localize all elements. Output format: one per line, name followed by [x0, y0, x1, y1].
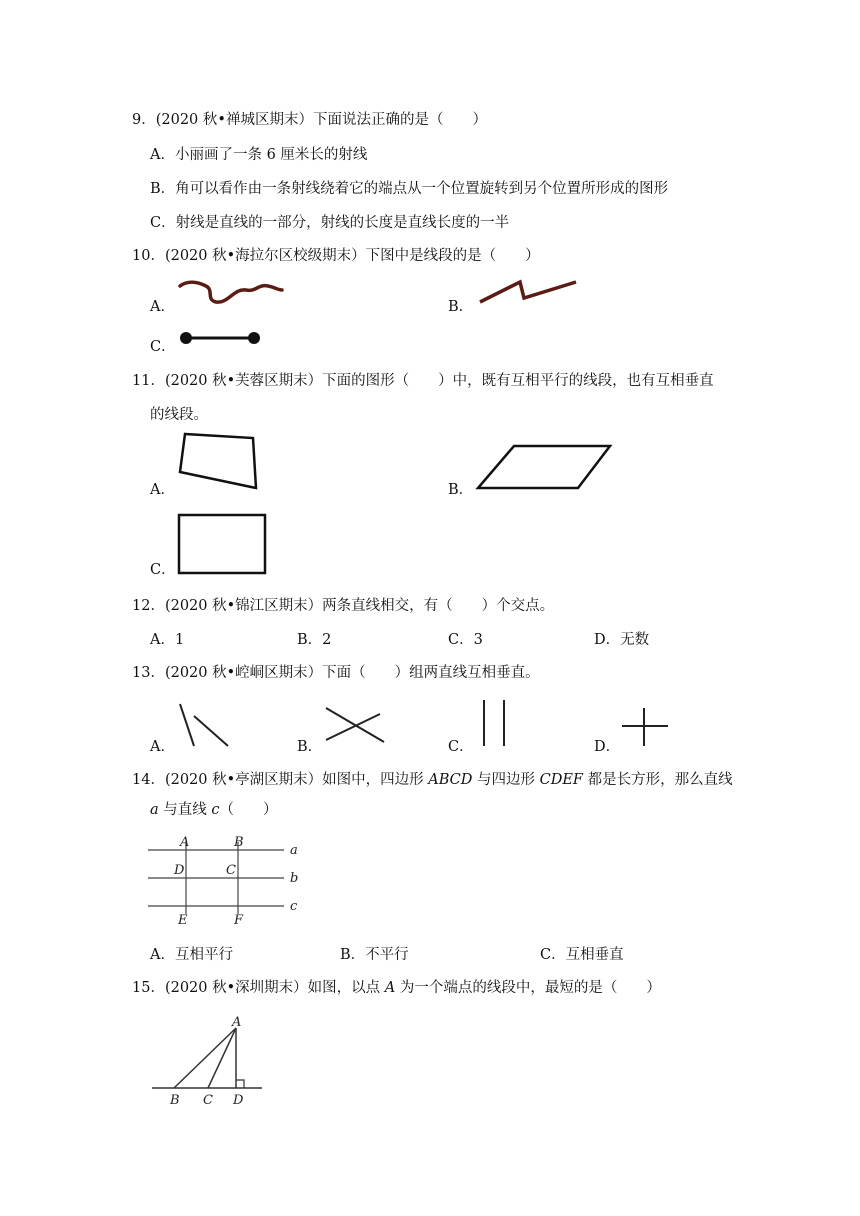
- q13-figure-a-lines: [174, 700, 234, 750]
- q14-label-E: E: [178, 913, 188, 928]
- q10-option-a: A．: [150, 299, 175, 315]
- q14-label-A: A: [180, 835, 190, 850]
- q11-stem-line1: 11．(2020 秋•芙蓉区期末）下面的图形（ ）中，既有互相平行的线段，也有互相垂直: [132, 373, 714, 389]
- q10-figure-a-wavy-line: [176, 278, 286, 308]
- q14-stem-line2: a 与直线 c（ ）: [150, 802, 278, 818]
- q14-option-c: C．互相垂直: [540, 947, 624, 963]
- q14-var-c: c: [211, 802, 220, 818]
- q10-figure-b-zigzag-line: [476, 278, 580, 306]
- q15-label-A: A: [232, 1015, 242, 1030]
- q10-stem: 10．(2020 秋•海拉尔区校级期末）下图中是线段的是（ ）: [132, 248, 540, 264]
- q14-label-B: B: [234, 835, 244, 850]
- q10-figure-c-segment: [178, 328, 262, 348]
- q13-option-a: A．: [150, 739, 175, 755]
- q14-label-line-b: b: [290, 871, 299, 886]
- q11-option-a: A．: [150, 482, 175, 498]
- q13-option-b: B．: [297, 739, 323, 755]
- q15-var-a: A: [384, 980, 396, 996]
- q14-cdef: CDEF: [539, 772, 583, 788]
- q15-label-B: B: [170, 1093, 180, 1108]
- q15-figure-segments: [148, 1014, 268, 1110]
- q11-option-c: C．: [150, 562, 176, 578]
- q14-label-D: D: [174, 863, 185, 878]
- q12-option-a: A．1: [150, 632, 185, 648]
- q9-option-b: B．角可以看作由一条射线绕着它的端点从一个位置旋转到另个位置所形成的图形: [150, 181, 669, 197]
- q11-figure-b-parallelogram: [474, 442, 614, 492]
- q15-label-C: C: [203, 1093, 213, 1108]
- q11-stem-line2: 的线段。: [150, 407, 208, 423]
- q13-figure-c-parallel-lines: [476, 696, 516, 750]
- q9-stem: 9．(2020 秋•禅城区期末）下面说法正确的是（ ）: [132, 112, 487, 128]
- q13-option-d: D．: [594, 739, 621, 755]
- q14-label-F: F: [234, 913, 244, 928]
- q14-label-C: C: [226, 863, 236, 878]
- q14-abcd: ABCD: [428, 772, 473, 788]
- q14-option-a: A．互相平行: [150, 947, 233, 963]
- q11-option-b: B．: [448, 482, 474, 498]
- q14-figure-rectangles: [146, 830, 306, 930]
- q14-var-a: a: [150, 802, 159, 818]
- q13-figure-d-perpendicular-lines: [620, 704, 670, 748]
- q15-stem: 15．(2020 秋•深圳期末）如图，以点 A 为一个端点的线段中，最短的是（ ）: [132, 980, 661, 996]
- q12-option-c: C．3: [448, 632, 483, 648]
- q11-figure-a-quadrilateral: [176, 430, 266, 492]
- q13-option-c: C．: [448, 739, 474, 755]
- q11-figure-c-rectangle: [176, 512, 270, 576]
- q14-label-line-c: c: [290, 899, 298, 914]
- q10-option-b: B．: [448, 299, 474, 315]
- q13-stem: 13．(2020 秋•崆峒区期末）下面（ ）组两直线互相垂直。: [132, 665, 540, 681]
- q10-option-c: C．: [150, 339, 176, 355]
- q12-option-b: B．2: [297, 632, 332, 648]
- q15-label-D: D: [233, 1093, 244, 1108]
- q14-option-b: B．不平行: [340, 947, 409, 963]
- q14-stem-line1: 14．(2020 秋•亭湖区期末）如图中，四边形 ABCD 与四边形 CDEF 都是长方形，那么直线: [132, 772, 733, 788]
- q9-option-a: A．小丽画了一条 6 厘米长的射线: [150, 147, 368, 163]
- q14-label-line-a: a: [290, 843, 298, 858]
- q12-stem: 12．(2020 秋•锦江区期末）两条直线相交，有（ ）个交点。: [132, 598, 555, 614]
- q12-option-d: D．无数: [594, 632, 650, 648]
- q13-figure-b-crossing-lines: [322, 704, 388, 746]
- q9-option-c: C．射线是直线的一部分，射线的长度是直线长度的一半: [150, 215, 510, 231]
